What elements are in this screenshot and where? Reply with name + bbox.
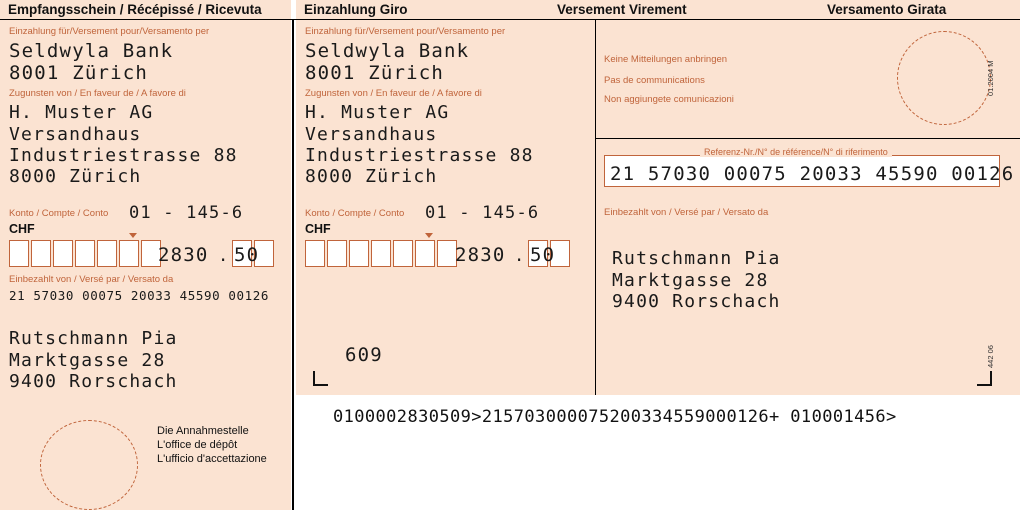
giro-amount-francs-boxes [305,240,457,267]
receipt-amount-francs: 2830 [158,244,209,266]
receipt-amount-separator: . [218,246,230,266]
coding-line: 0100002830509>215703000075200334559000126+ 010001456> [333,407,897,427]
receipt-amount-tick [129,233,137,238]
amount-box[interactable] [415,240,435,267]
giro-bank-name: Seldwyla Bank [305,40,470,62]
reference-caption: Referenz-Nr./N° de référence/N° di riferimento [700,147,892,157]
receipt-payer-line3: 9400 Rorschach [9,371,178,392]
acceptance-office-text [157,424,267,466]
receipt-account-number: 01 - 145-6 [129,203,244,223]
receipt-payable-to-label: Einzahlung für/Versement pour/Versamento per [9,26,210,37]
giro-account-number: 01 - 145-6 [425,203,540,223]
acceptance-office-it: L'ufficio d'accettazione [157,453,267,465]
giro-amount-francs: 2830 [455,244,506,266]
giro-account-label: Konto / Compte / Conto [305,208,405,219]
amount-box[interactable] [393,240,413,267]
amount-box[interactable] [371,240,391,267]
amount-box[interactable] [75,240,95,267]
receipt-payer-line2: Marktgasse 28 [9,350,166,371]
receipt-beneficiary-line3: Industriestrasse 88 [9,145,238,166]
header-versamento: Versamento Girata [827,2,947,17]
receipt-beneficiary-line1: H. Muster AG [9,102,154,123]
giro-beneficiary-line4: 8000 Zürich [305,166,438,187]
right-payer-line2: Marktgasse 28 [612,270,769,291]
giro-bank-city: 8001 Zürich [305,62,445,84]
side-code-top: 01.2004 M [986,60,995,96]
corner-mark-bottom-right [977,371,992,386]
amount-box[interactable] [437,240,457,267]
giro-in-favour-label: Zugunsten von / En faveur de / A favore di [305,88,482,99]
giro-amount-tick [425,233,433,238]
corner-mark-bottom-left [313,371,328,386]
right-panel-divider [596,138,1020,139]
acceptance-stamp-circle [40,420,138,510]
right-payer-line1: Rutschmann Pia [612,248,781,269]
header-versement: Versement Virement [557,2,687,17]
giro-beneficiary-line1: H. Muster AG [305,102,450,123]
receipt-currency: CHF [9,222,35,236]
amount-box[interactable] [327,240,347,267]
receipt-amount-francs-boxes [9,240,161,267]
no-communications-de: Keine Mitteilungen anbringen [604,54,728,65]
giro-amount-separator: . [514,246,526,266]
receipt-paid-by-label: Einbezahlt von / Versé par / Versato da [9,274,174,285]
header-divider [0,19,1020,20]
amount-box[interactable] [53,240,73,267]
amount-box[interactable] [305,240,325,267]
receipt-payer-line1: Rutschmann Pia [9,328,178,349]
receipt-beneficiary-line2: Versandhaus [9,124,142,145]
no-communications-it: Non aggiungete comunicazioni [604,94,734,105]
acceptance-office-de: Die Annahmestelle [157,425,249,437]
receipt-bank-name: Seldwyla Bank [9,40,174,62]
receipt-beneficiary-line4: 8000 Zürich [9,166,142,187]
side-code-bottom: 442 06 [986,345,995,368]
amount-box[interactable] [31,240,51,267]
receipt-bank-city: 8001 Zürich [9,62,149,84]
right-paid-by-label: Einbezahlt von / Versé par / Versato da [604,207,769,218]
receipt-in-favour-label: Zugunsten von / En faveur de / A favore di [9,88,186,99]
amount-box[interactable] [349,240,369,267]
bank-stamp-circle [897,31,991,125]
header-receipt: Empfangsschein / Récépissé / Ricevuta [8,2,262,17]
giro-amount-cents: 50 [530,244,556,266]
acceptance-office-fr: L'office de dépôt [157,439,238,451]
amount-box[interactable] [119,240,139,267]
giro-beneficiary-line3: Industriestrasse 88 [305,145,534,166]
receipt-account-label: Konto / Compte / Conto [9,208,109,219]
header-strip [0,0,1020,19]
giro-beneficiary-line2: Versandhaus [305,124,438,145]
giro-payable-to-label: Einzahlung für/Versement pour/Versamento per [305,26,506,37]
header-giro: Einzahlung Giro [304,2,408,17]
giro-number: 609 [345,344,383,366]
panel-divider-left-2 [293,19,294,510]
no-communications-fr: Pas de communications [604,75,705,86]
right-payer-line3: 9400 Rorschach [612,291,781,312]
amount-box[interactable] [97,240,117,267]
receipt-amount-cents: 50 [234,244,260,266]
panel-divider-right [595,19,596,395]
receipt-reference: 21 57030 00075 20033 45590 00126 [9,288,270,303]
giro-currency: CHF [305,222,331,236]
amount-box[interactable] [9,240,29,267]
reference-number: 21 57030 00075 20033 45590 00126 [610,163,1015,185]
